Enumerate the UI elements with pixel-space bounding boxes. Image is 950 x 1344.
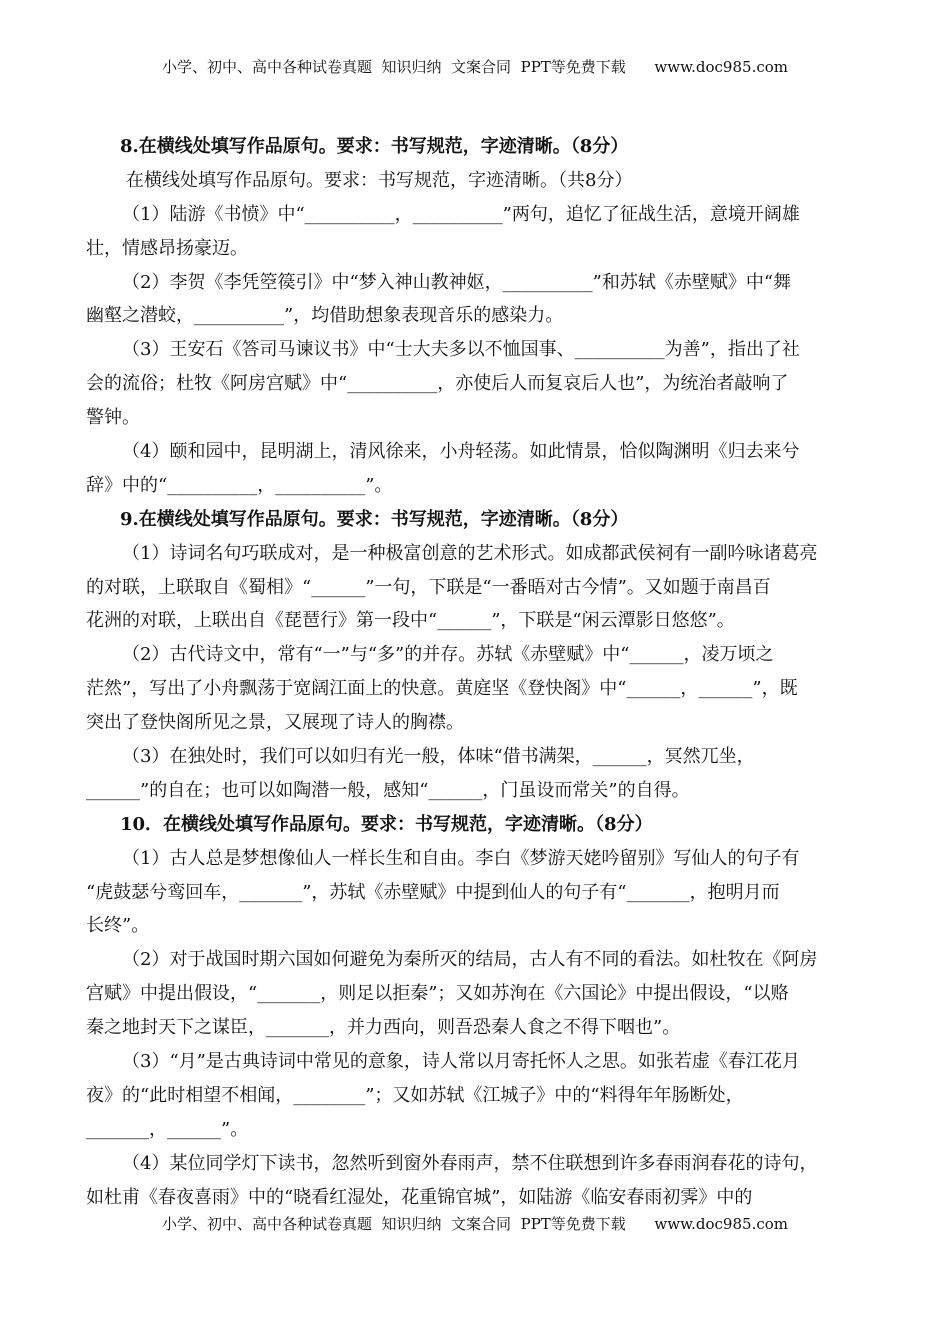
q10-item-3-cont: 夜》的“此时相望不相闻，________”；又如苏轼《江城子》中的“料得年年肠断处，: [86, 1084, 744, 1106]
q8-item-1: （1）陆游《书愤》中“__________，__________”两句，追忆了征战生活，意境开阔雄: [122, 203, 800, 225]
q9-item-3-cont: ______”的自在；也可以如陶潜一般，感知“______，门虽设而常关”的自得。: [86, 779, 690, 801]
q10-item-2-cont2: 秦之地封天下之谋臣，_______，并力西向，则吾恐秦人食之不得下咽也”。: [86, 1017, 681, 1039]
q8-item-4: （4）颐和园中，昆明湖上，清风徐来，小舟轻荡。如此情景，恰似陶渊明《归去来兮: [122, 441, 800, 463]
q10-item-4-cont: 如杜甫《春夜喜雨》中的“晓看红湿处，花重锦官城”，如陆游《临安春雨初霁》中的: [86, 1186, 753, 1208]
question-10-title: 10．在横线处填写作品原句。要求：书写规范，字迹清晰。（8分）: [120, 813, 653, 835]
q8-item-2: （2）李贺《李凭箜篌引》中“梦入神山教神妪，__________”和苏轼《赤壁赋》中“舞: [122, 271, 792, 293]
q10-item-2-cont: 宫赋》中提出假设，“_______，则足以拒秦”；又如苏洵在《六国论》中提出假设，“以赂: [86, 983, 789, 1005]
page-footer-banner: 小学、初中、高中各种试卷真题 知识归纳 文案合同 PPT等免费下载 www.doc985.com: [161, 1215, 788, 1233]
question-8-instruction: 在横线处填写作品原句。要求：书写规范，字迹清晰。（共8分）: [126, 169, 633, 191]
q9-item-1-cont: 的对联，上联取自《蜀相》“______”一句，下联是“一番晤对古今情”。又如题于南昌百: [86, 576, 771, 598]
q10-item-1: （1）古人总是梦想像仙人一样长生和自由。李白《梦游天姥吟留别》写仙人的句子有: [122, 847, 800, 869]
q8-item-3-cont2: 警钟。: [86, 407, 140, 429]
exam-content: [86, 130, 864, 1215]
q10-item-2: （2）对于战国时期六国如何避免为秦所灭的结局，古人有不同的看法。如杜牧在《阿房: [122, 949, 818, 971]
q10-item-3: （3）“月”是古典诗词中常见的意象，诗人常以月寄托怀人之思。如张若虚《春江花月: [122, 1051, 800, 1073]
q8-item-3-cont: 会的流俗；杜牧《阿房宫赋》中“__________，亦使后人而复哀后人也”，为统治者敲响了: [86, 373, 789, 395]
q9-item-1: （1）诗词名句巧联成对，是一种极富创意的艺术形式。如成都武侯祠有一副吟咏诸葛亮: [122, 542, 818, 564]
page-header-banner: 小学、初中、高中各种试卷真题 知识归纳 文案合同 PPT等免费下载 www.doc985.com: [161, 58, 788, 76]
q8-item-2-cont: 幽壑之潜蛟，__________”，均借助想象表现音乐的感染力。: [86, 305, 564, 327]
q9-item-3: （3）在独处时，我们可以如归有光一般，体味“借书满架，______，冥然兀坐，: [122, 746, 755, 768]
q8-item-3: （3）王安石《答司马谏议书》中“士大夫多以不恤国事、__________为善”，指出了社: [122, 339, 800, 361]
q9-item-2: （2）古代诗文中，常有“一”与“多”的并存。苏轼《赤壁赋》中“______，凌万顷之: [122, 644, 774, 666]
q10-item-1-cont2: 长终”。: [86, 915, 150, 937]
q9-item-2-cont: 茫然”，写出了小舟飘荡于宽阔江面上的快意。黄庭坚《登快阁》中“______，______”，既: [86, 678, 798, 700]
question-9-title: 9.在横线处填写作品原句。要求：书写规范，字迹清晰。（8分）: [120, 508, 629, 530]
q9-item-1-cont2: 花洲的对联，上联出自《琵琶行》第一段中“______”，下联是“闲云潭影日悠悠”。: [86, 610, 735, 632]
q10-item-4: （4）某位同学灯下读书，忽然听到窗外春雨声，禁不住联想到许多春雨润春花的诗句，: [122, 1152, 818, 1174]
q10-item-1-cont: “虎鼓瑟兮鸾回车，_______”，苏轼《赤壁赋》中提到仙人的句子有“_______，抱明月而: [86, 881, 780, 903]
question-8-title: 8.在横线处填写作品原句。要求：书写规范，字迹清晰。（8分）: [120, 136, 629, 157]
q9-item-2-cont2: 突出了登快阁所见之景，又展现了诗人的胸襟。: [86, 712, 464, 734]
q8-item-1-cont: 壮，情感昂扬豪迈。: [86, 237, 248, 259]
q10-item-3-cont2: _______，______”。: [86, 1118, 249, 1140]
q8-item-4-cont: 辞》中的“__________，__________”。: [86, 474, 393, 496]
